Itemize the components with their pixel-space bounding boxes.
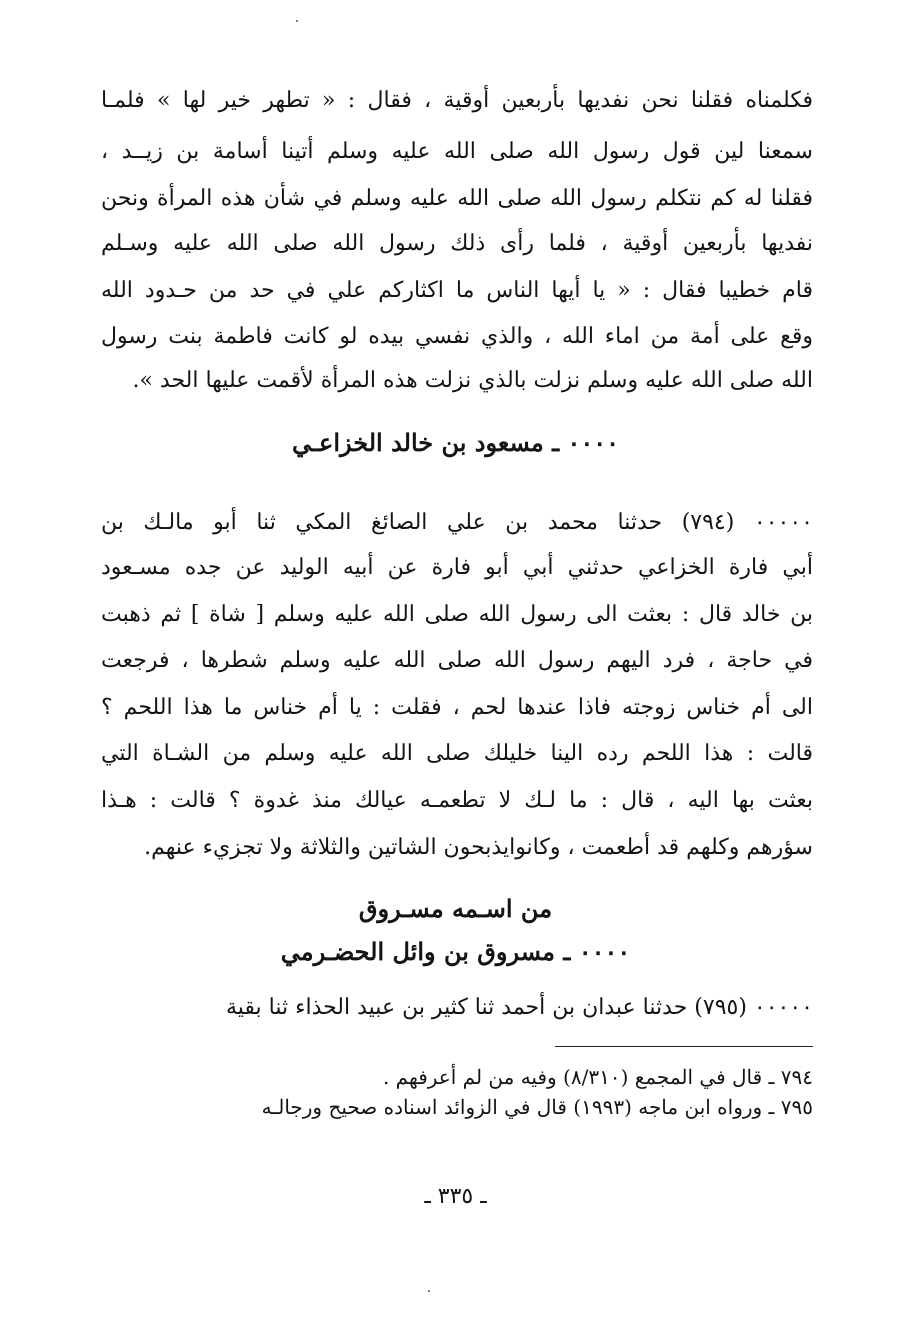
text-line: بعثت بها اليه ، قال : ما لـك لا تطعمـه عيالك منذ غدوة ؟ قالت : هـذا (101, 788, 813, 813)
text-line: في حاجة ، فرد اليهم رسول الله صلى الله عليه وسلم شطرها ، فرجعت (101, 648, 813, 673)
text-line: فقلنا له كم نتكلم رسول الله صلى الله عليه وسلم في شأن هذه المرأة ونحن (101, 186, 813, 211)
text-line: وقع على أمة من اماء الله ، والذي نفسي بيده لو كانت فاطمة بنت رسول (101, 324, 813, 349)
text-line: سمعنا لين قول رسول الله صلى الله عليه وسلم أتينا أسامة بن زيــد ، (101, 139, 813, 164)
text-line: قالت : هذا اللحم رده الينا خليلك صلى الله عليه وسلم من الشـاة التي (101, 741, 813, 766)
page-number: ـ ٣٣٥ ـ (424, 1184, 487, 1209)
section-heading-masud: ٠٠٠٠ ـ مسعود بن خالد الخزاعـي (291, 428, 620, 457)
text-line: أبي فارة الخزاعي حدثني أبي أبو فارة عن أبيه الوليد عن جده مسـعود (101, 555, 813, 580)
footnote-794: ٧٩٤ ـ قال في المجمع (٨/٣١٠) وفيه من لم أعرفهم . (382, 1065, 813, 1089)
text-line: نفديها بأربعين أوقية ، فلما رأى ذلك رسول الله صلى الله عليه وسـلم (101, 231, 813, 256)
text-line: بن خالد قال : بعثت الى رسول الله صلى الله عليه وسلم [ شاة ] ثم ذهبت (101, 602, 813, 627)
scan-speck (428, 1290, 430, 1292)
footnote-separator (555, 1046, 813, 1047)
text-line: الله صلى الله عليه وسلم نزلت بالذي نزلت هذه المرأة لأقمت عليها الحد ». (132, 368, 813, 393)
text-line: سؤرهم وكلهم قد أطعمت ، وكانوايذبحون الشاتين والثلاثة ولا تجزيء عنهم. (144, 835, 813, 860)
text-line: ٠٠٠٠٠ (٧٩٤) حدثنا محمد بن علي الصائغ المكي ثنا أبو مالـك بن (101, 510, 813, 535)
text-line: الى أم خناس زوجته فاذا عندها لحم ، فقلت : يا أم خناس ما هذا اللحم ؟ (101, 695, 813, 720)
text-line: فكلمناه فقلنا نحن نفديها بأربعين أوقية ، فقال : « تطهر خير لها » فلمـا (101, 88, 813, 113)
chapter-heading-masruq: من اسـمه مسـروق (358, 894, 553, 923)
text-line: قام خطيبا فقال : « يا أيها الناس ما اكثاركم علي في حد من حـدود الله (101, 278, 813, 303)
section-heading-masruq-ibn-wail: ٠٠٠٠ ـ مسروق بن وائل الحضـرمي (280, 937, 631, 966)
text-line: ٠٠٠٠٠ (٧٩٥) حدثنا عبدان بن أحمد ثنا كثير بن عبيد الحذاء ثنا بقية (225, 995, 813, 1020)
scan-speck (296, 20, 298, 22)
footnote-795: ٧٩٥ ـ ورواه ابن ماجه (١٩٩٣) قال في الزوائد اسناده صحيح ورجالـه (261, 1095, 813, 1119)
